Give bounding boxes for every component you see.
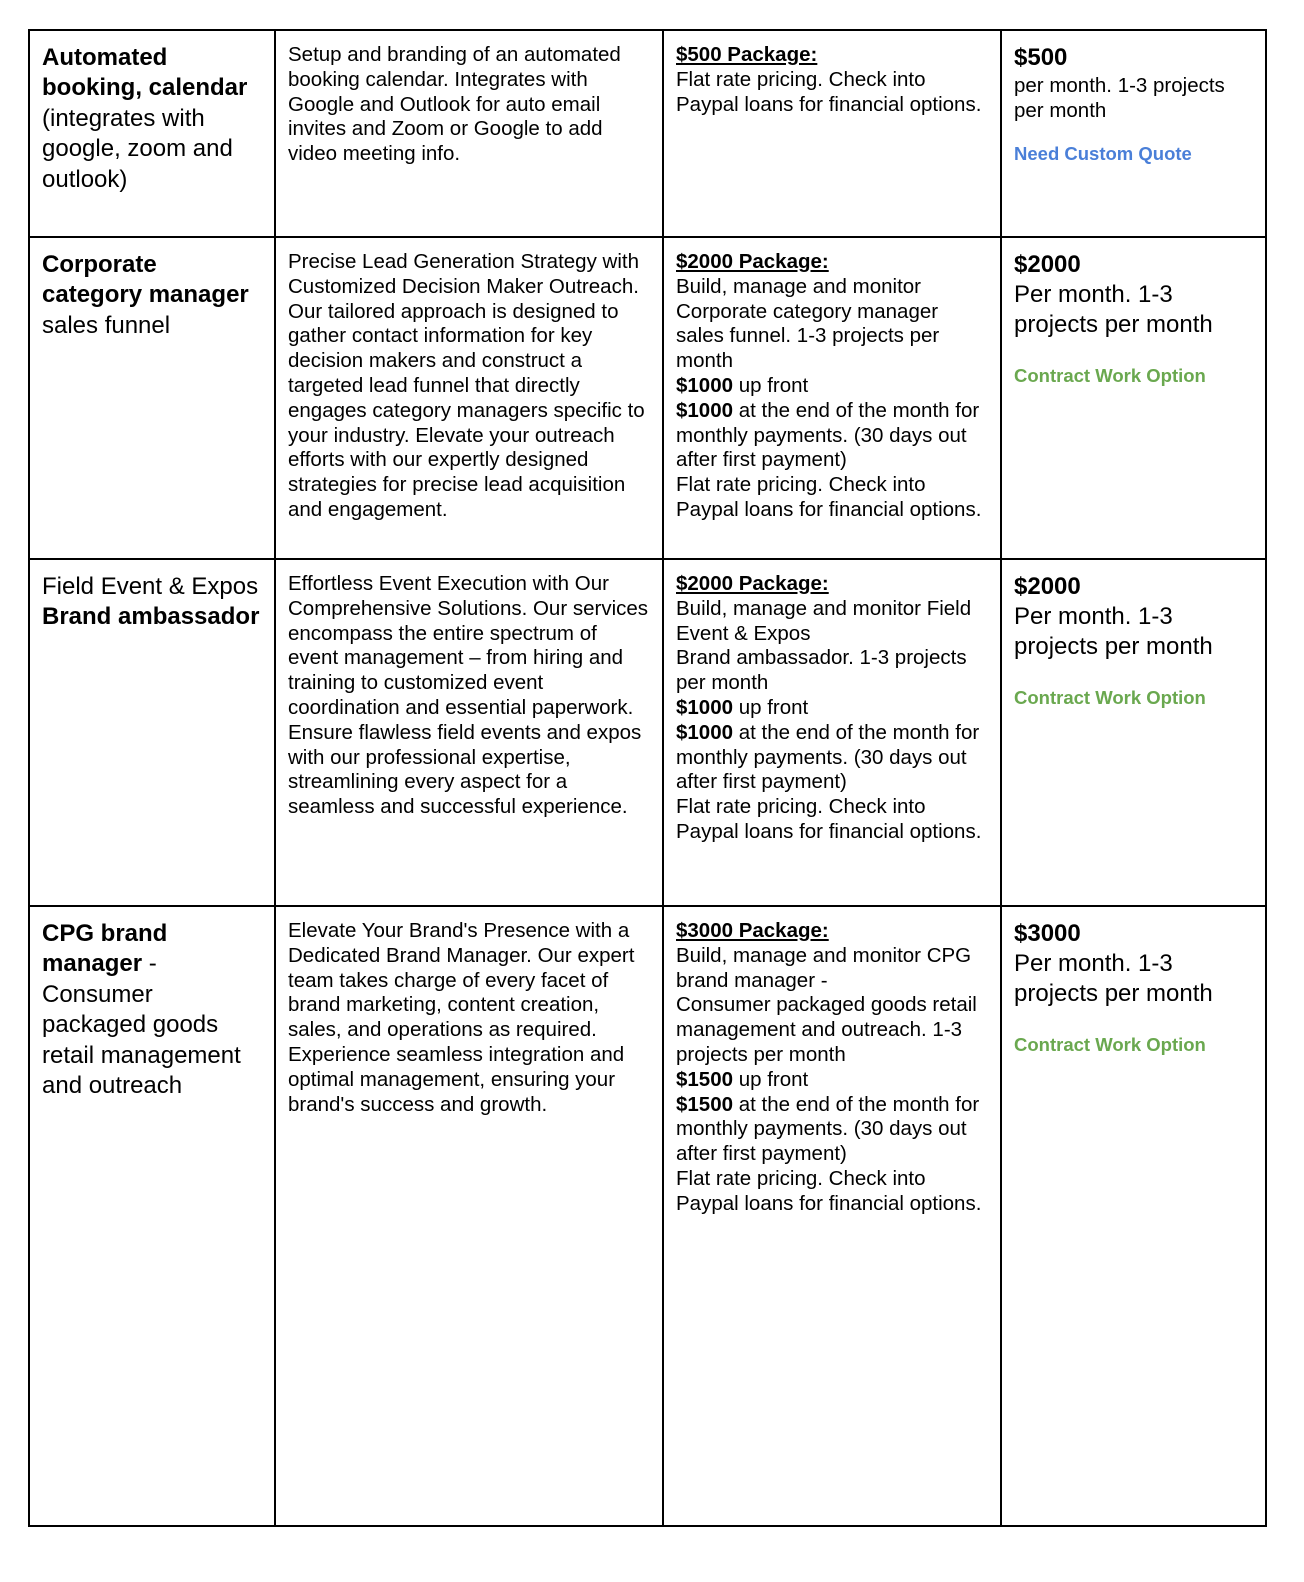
service-name-cell [29, 559, 275, 906]
package-intro: Build, manage and monitor Field Event & Expos [676, 596, 972, 645]
package-intro-continued: Brand ambassador. 1-3 projects per month [676, 646, 967, 695]
package-upfront: $1000 up front [676, 695, 809, 719]
price-cell [1001, 906, 1266, 1526]
price-amount: $2000 [1014, 251, 1081, 278]
package-details [676, 250, 988, 523]
package-upfront: $1500 up front [676, 1067, 809, 1091]
package-end-payment: $1500 at the end of the month for monthly payments. (30 days out after first payment) [676, 1092, 980, 1166]
package-intro: Flat rate pricing. Check into Paypal loans for financial options. [676, 67, 982, 116]
price-note: Per month. 1-3 projects per month [1014, 603, 1213, 661]
service-name-cell [29, 30, 275, 237]
service-name: Field Event & Expos Brand ambassador [42, 573, 260, 631]
package-end-payment: $1000 at the end of the month for monthly payments. (30 days out after first payment) [676, 398, 980, 472]
service-name: Corporate category manager sales funnel [42, 251, 249, 339]
package-title: $500 Package: [676, 43, 818, 66]
package-cell [663, 237, 1001, 559]
service-description-cell [275, 559, 663, 906]
package-outro: Flat rate pricing. Check into Paypal loans for financial options. [676, 795, 982, 843]
service-description-cell [275, 237, 663, 559]
package-end-payment: $1000 at the end of the month for monthly payments. (30 days out after first payment) [676, 720, 980, 794]
contract-work-link[interactable]: Contract Work Option [1014, 364, 1206, 386]
package-cell [663, 30, 1001, 237]
price-cell [1001, 237, 1266, 559]
service-description: Setup and branding of an automated booking calendar. Integrates with Google and Outlook for auto email invites and Zoom or Google to add video meeting info. [288, 43, 621, 166]
package-details [676, 572, 988, 845]
price-note: per month. 1-3 projects per month [1014, 74, 1225, 122]
price-cell [1001, 559, 1266, 906]
service-name: Automated booking, calendar (integrates with google, zoom and outlook) [42, 44, 248, 193]
service-description: Precise Lead Generation Strategy with Customized Decision Maker Outreach. Our tailored approach is designed to gather contact information for key decision makers and construct a targeted lead funnel that directly engages category managers specific to your industry. Elevate your outreach efforts with our expertly designed strategies for precise lead acquisition and engagement. [288, 250, 645, 521]
service-description: Effortless Event Execution with Our Comprehensive Solutions. Our services encompass the entire spectrum of event management – from hiring and training to customized event coordination and essential paperwork. Ensure flawless field events and expos with our professional expertise, streamlining every aspect for a seamless and successful experience. [288, 572, 649, 819]
price-amount: $500 [1014, 44, 1068, 71]
table-row [29, 906, 1266, 1526]
service-description-cell [275, 30, 663, 237]
service-description-cell [275, 906, 663, 1526]
package-upfront: $1000 up front [676, 373, 809, 397]
package-intro: Build, manage and monitor Corporate category manager sales funnel. 1-3 projects per month [676, 274, 940, 373]
price-amount: $2000 [1014, 573, 1081, 600]
package-intro-continued: Consumer packaged goods retail management and outreach. 1-3 projects per month [676, 993, 977, 1066]
table-row [29, 30, 1266, 237]
price-note: Per month. 1-3 projects per month [1014, 281, 1213, 339]
service-description: Elevate Your Brand's Presence with a Dedicated Brand Manager. Our expert team takes charge of every facet of brand marketing, content creation, sales, and operations as required. Experience seamless integration and optimal management, ensuring your brand's success and growth. [288, 919, 635, 1116]
package-title: $3000 Package: [676, 919, 829, 942]
price-cell [1001, 30, 1266, 237]
package-title: $2000 Package: [676, 572, 829, 595]
table-row [29, 559, 1266, 906]
custom-quote-link[interactable]: Need Custom Quote [1014, 143, 1192, 164]
package-title: $2000 Package: [676, 250, 829, 273]
package-details [676, 919, 988, 1217]
price-note: Per month. 1-3 projects per month [1014, 950, 1213, 1008]
service-name-cell [29, 237, 275, 559]
service-name-cell [29, 906, 275, 1526]
package-intro: Build, manage and monitor CPG brand manager - [676, 943, 972, 992]
pricing-table [28, 29, 1267, 1527]
table-row [29, 237, 1266, 559]
package-outro: Flat rate pricing. Check into Paypal loans for financial options. [676, 473, 982, 521]
contract-work-link[interactable]: Contract Work Option [1014, 686, 1206, 708]
package-outro: Flat rate pricing. Check into Paypal loans for financial options. [676, 1166, 982, 1215]
package-cell [663, 559, 1001, 906]
contract-work-link[interactable]: Contract Work Option [1014, 1033, 1206, 1055]
package-cell [663, 906, 1001, 1526]
package-details [676, 43, 988, 117]
price-amount: $3000 [1014, 920, 1081, 947]
service-name: CPG brand manager - Consumer packaged goods retail management and outreach [42, 920, 241, 1100]
